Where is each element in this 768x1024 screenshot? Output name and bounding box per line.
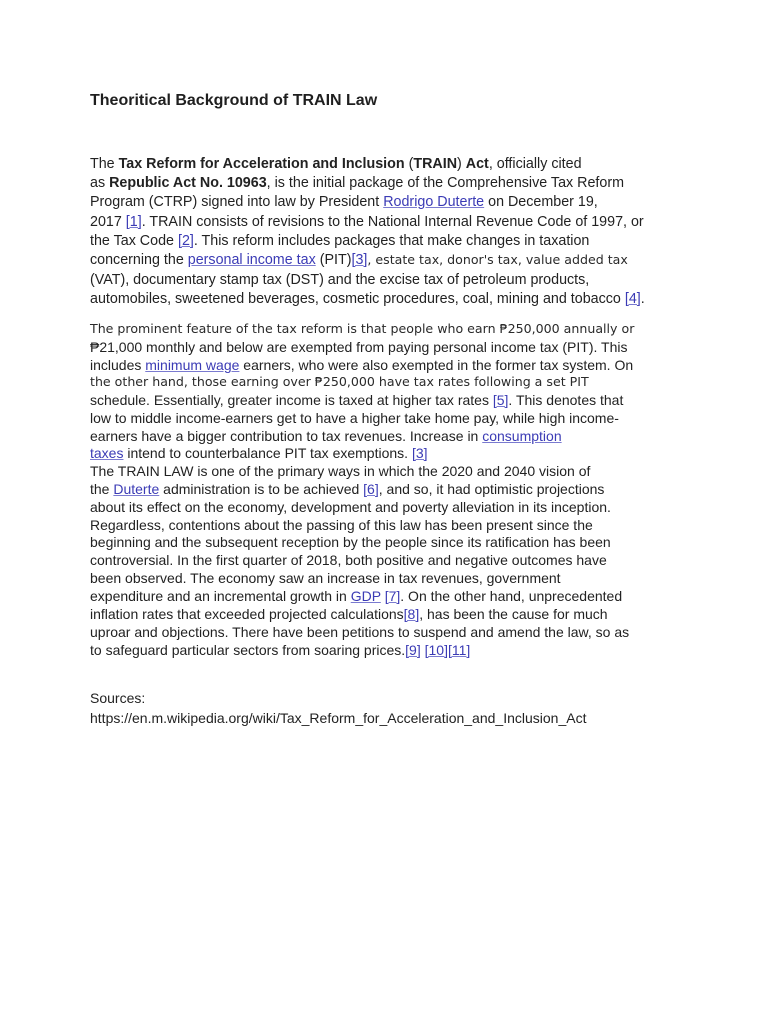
text: The [90,156,119,172]
text: , estate tax, donor's tax, value added tax [367,252,628,267]
citation-9-link[interactable]: [9] [405,642,421,658]
citation-6-link[interactable]: [6] [363,481,379,497]
paragraph-3-line-5: beginning and the subsequent reception by the people since its ratification has been [90,534,611,550]
text: administration is to be achieved [159,481,364,497]
text: ( [404,156,414,172]
text: 2017 [90,214,126,230]
text: automobiles, sweetened beverages, cosmetic procedures, coal, mining and tobacco [90,291,625,307]
paragraph-1-line-7: (VAT), documentary stamp tax (DST) and the excise tax of petroleum products, [90,272,590,288]
text: expenditure and an incremental growth in [90,588,351,604]
text: , and so, it had optimistic projections [378,481,605,497]
text: concerning the [90,252,188,268]
paragraph-3-line-2 [90,480,604,498]
text: the [90,481,114,497]
citation-1-link[interactable]: [1] [125,214,142,230]
paragraph-2-line-3 [90,356,633,374]
paragraph-1-line-8 [90,290,645,308]
gdp-link[interactable]: GDP [350,588,381,604]
sources-url: https://en.m.wikipedia.org/wiki/Tax_Reform_for_Acceleration_and_Inclusion_Act [90,710,587,726]
duterte-link[interactable]: Duterte [113,481,160,497]
paragraph-3-line-6: controversial. In the first quarter of 2018, both positive and negative outcomes have [90,552,607,568]
paragraph-2-line-5 [90,391,623,409]
paragraph-3-line-4: Regardless, contentions about the passing of this law has been present since the [90,517,593,533]
paragraph-2-line-1: The prominent feature of the tax reform is that people who earn ₱250,000 annually or [90,321,635,336]
citation-5-link[interactable]: [5] [492,392,509,408]
act-name-bold: Tax Reform for Acceleration and Inclusion [118,156,405,172]
consumption-taxes-link[interactable]: consumption [482,428,562,444]
minimum-wage-link[interactable]: minimum wage [145,357,240,373]
text: to safeguard particular sectors from soaring prices. [90,642,406,658]
paragraph-2-line-4: the other hand, those earning over ₱250,000 have tax rates following a set PIT [90,374,589,389]
paragraph-1-line-5 [90,232,589,250]
paragraph-3-line-9 [90,605,608,623]
citation-3-link[interactable]: [3] [411,445,428,461]
personal-income-tax-link[interactable]: personal income tax [187,252,316,268]
rodrigo-duterte-link[interactable]: Rodrigo Duterte [383,194,485,210]
text: , officially cited [488,156,582,172]
text: schedule. Essentially, greater income is taxed at higher tax rates [90,392,493,408]
text: earners, who were also exempted in the former tax system. On [239,357,634,373]
paragraph-2-line-6: low to middle income-earners get to have a higher take home pay, while high income- [90,410,619,426]
paragraph-1-line-2 [90,174,624,192]
paragraph-3-line-3: about its effect on the economy, development and poverty alleviation in its inception. [90,499,611,515]
text: earners have a bigger contribution to tax revenues. Increase in [90,428,483,444]
citation-4-link[interactable]: [4] [624,291,641,307]
text: intend to counterbalance PIT tax exemptions. [123,445,412,461]
consumption-taxes-link[interactable]: taxes [90,445,124,461]
paragraph-2-line-2: ₱21,000 monthly and below are exempted from paying personal income tax (PIT). This [90,339,628,355]
sources-label: Sources: [90,690,146,706]
text: . This reform includes packages that make changes in taxation [193,233,590,249]
paragraph-2-line-8 [90,444,428,462]
paragraph-1-line-3 [90,193,598,211]
text: includes [90,357,146,373]
text: (PIT) [315,252,352,268]
text: . This denotes that [508,392,624,408]
paragraph-1-line-1 [90,155,582,173]
text: , is the initial package of the Comprehensive Tax Reform [266,175,625,191]
paragraph-3-line-1: The TRAIN LAW is one of the primary ways in which the 2020 and 2040 vision of [90,463,591,479]
text: . On the other hand, unprecedented [400,588,623,604]
train-bold: TRAIN [413,156,458,172]
paragraph-2-line-7 [90,427,562,445]
citation-11-link[interactable]: [11] [447,642,471,658]
text: , has been the cause for much [419,606,608,622]
text: inflation rates that exceeded projected calculations [90,606,404,622]
text: as [90,175,110,191]
paragraph-1-line-6 [90,251,628,269]
paragraph-3-line-11 [90,641,470,659]
paragraph-3-line-8 [90,587,622,605]
citation-2-link[interactable]: [2] [177,233,194,249]
text: the Tax Code [90,233,178,249]
paragraph-1-line-4 [90,213,644,231]
republic-act-bold: Republic Act No. 10963 [109,175,267,191]
text: on December 19, [484,194,598,210]
document-title: Theoritical Background of TRAIN Law [90,92,378,109]
citation-7-link[interactable]: [7] [384,588,401,604]
paragraph-3-line-7: been observed. The economy saw an increase in tax revenues, government [90,570,561,586]
text: . [640,291,645,307]
act-bold: Act [465,156,489,172]
text: Program (CTRP) signed into law by President [90,194,384,210]
text: . TRAIN consists of revisions to the National Internal Revenue Code of 1997, or [141,214,644,230]
paragraph-3-line-10: uproar and objections. There have been petitions to suspend and amend the law, so as [90,624,630,640]
text: ) [457,156,466,172]
citation-8-link[interactable]: [8] [403,606,420,622]
citation-10-link[interactable]: [10] [424,642,448,658]
citation-3-link[interactable]: [3] [351,252,368,268]
